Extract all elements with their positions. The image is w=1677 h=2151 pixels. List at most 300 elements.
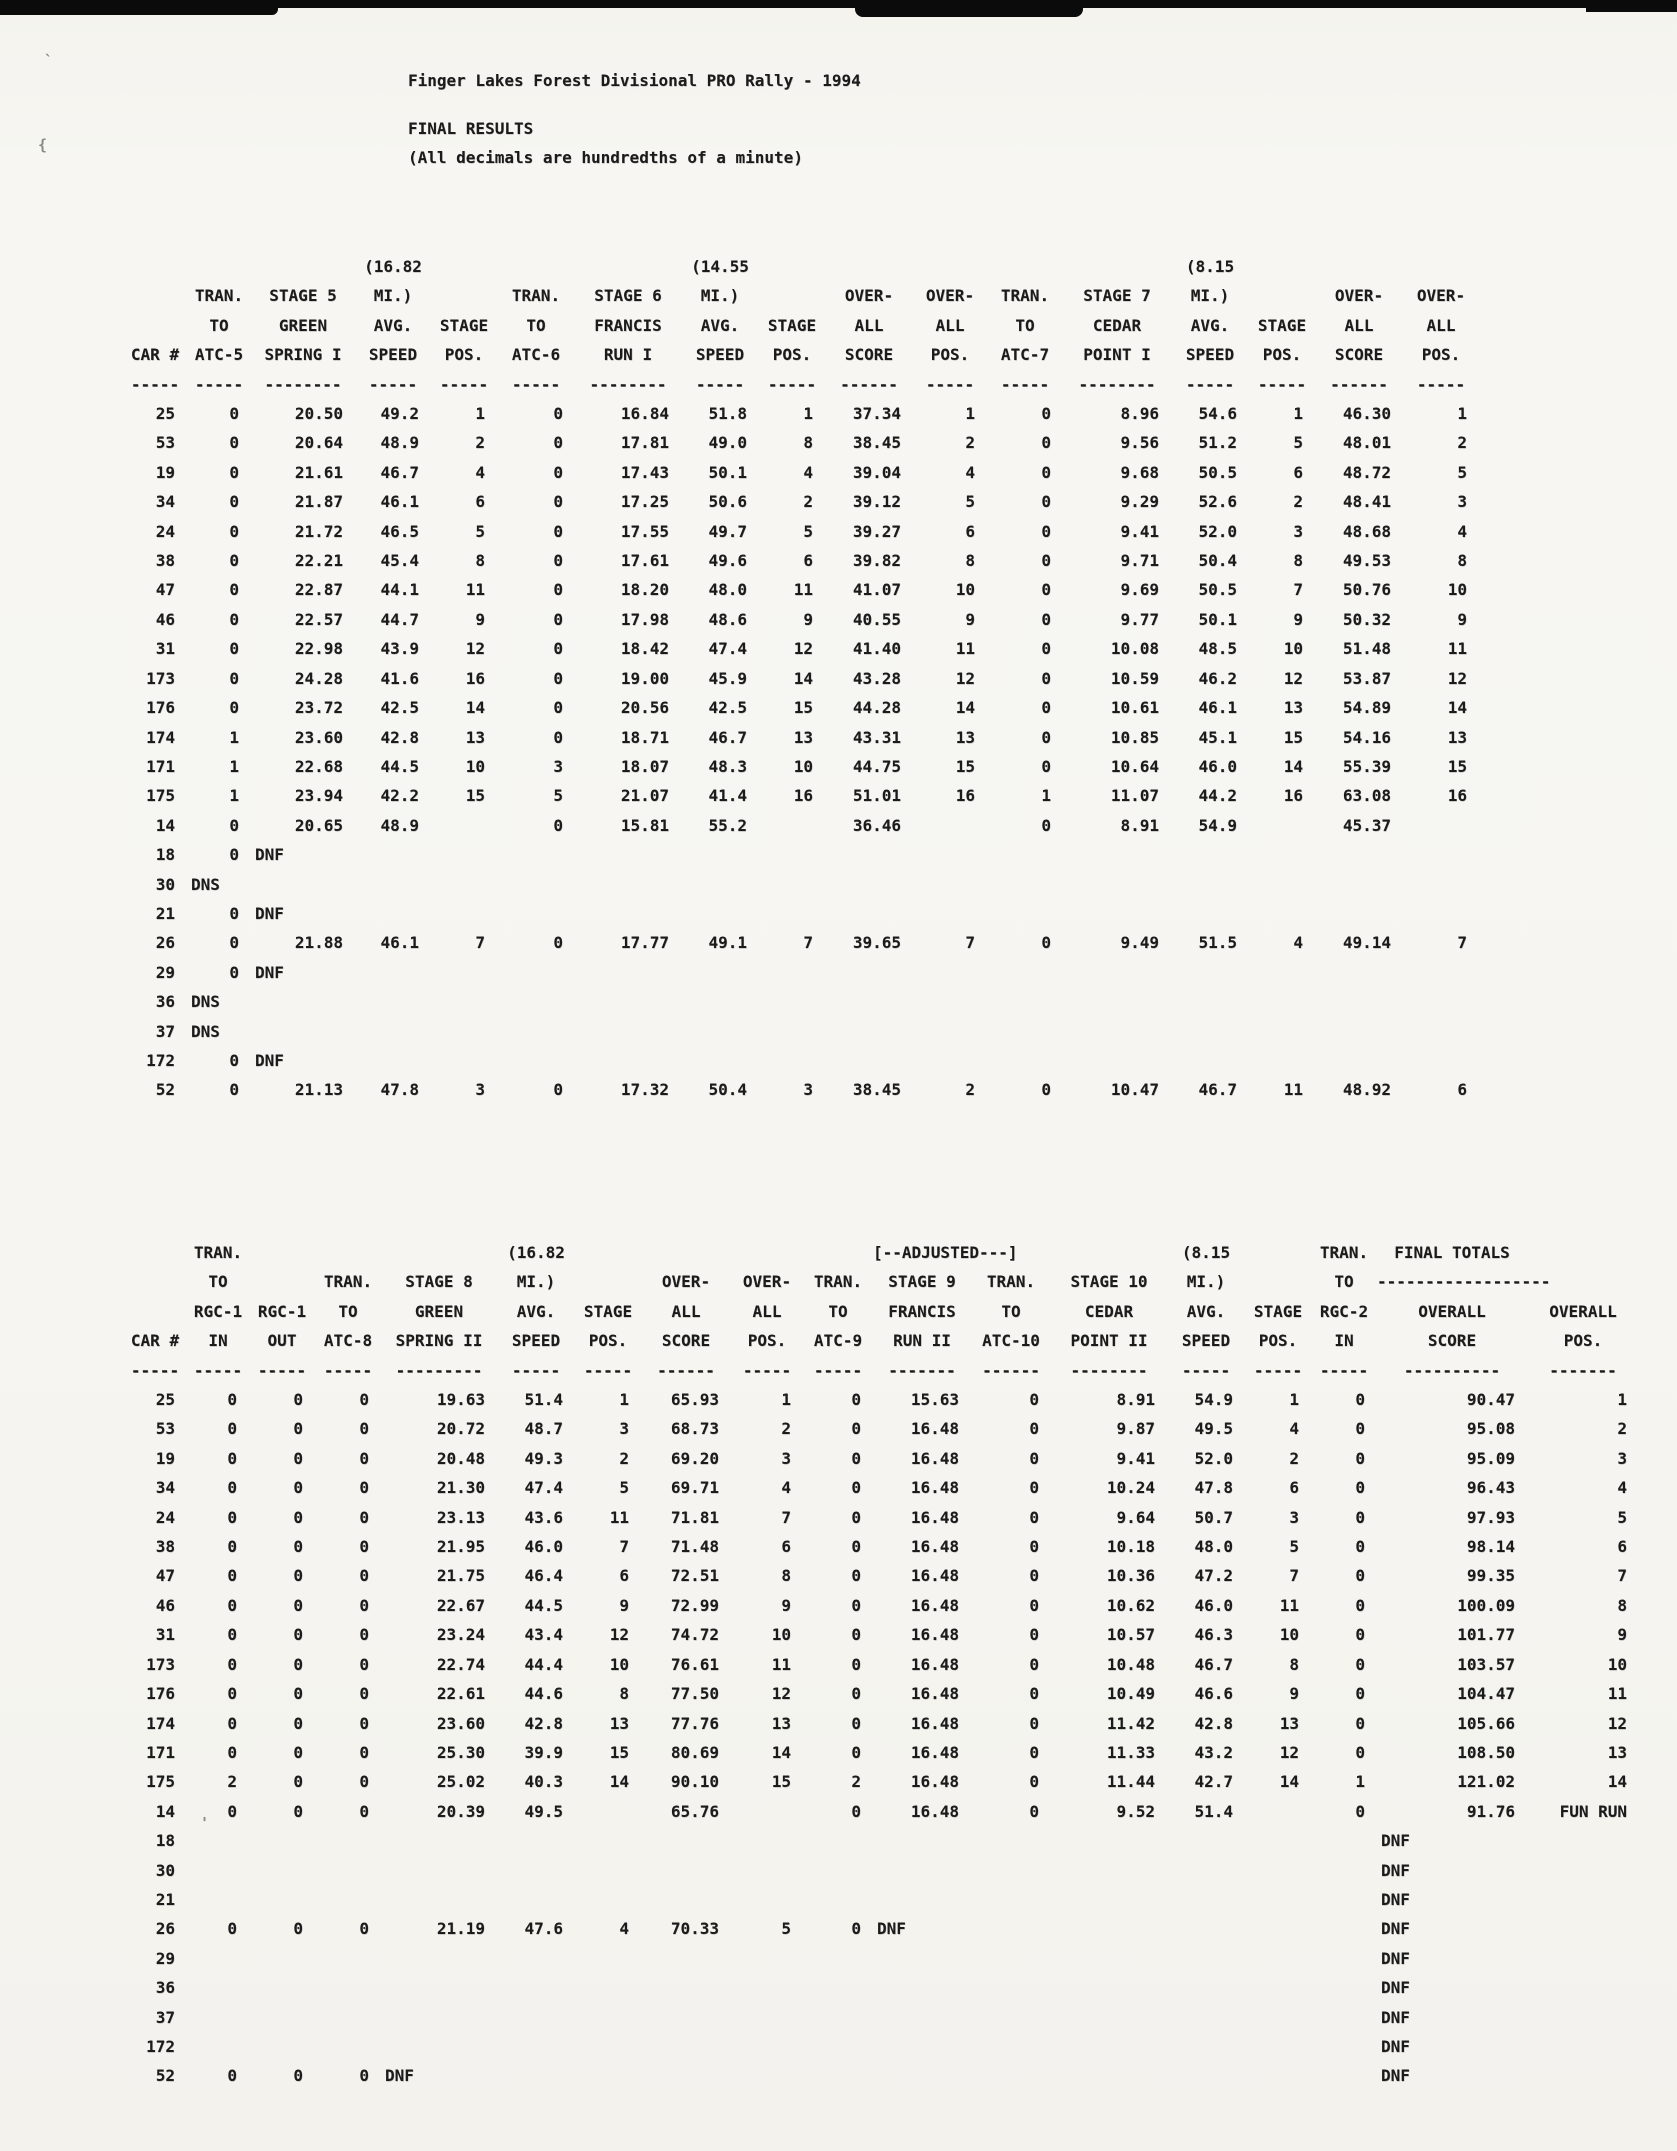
result-cell [1245,1914,1311,1943]
column-header-cell [1245,1267,1311,1296]
table-row [123,399,1479,428]
result-cell: 23.24 [436,1625,485,1645]
result-cell: 69.20 [670,1448,719,1468]
result-cell: 9.77 [1120,609,1159,629]
result-cell: 21.95 [436,1537,485,1557]
result-cell [1245,2032,1311,2061]
table-row [123,1826,1639,1855]
result-cell: 40.55 [852,609,901,629]
result-cell: 0 [1029,1566,1039,1586]
result-cell: 96.43 [1466,1478,1515,1498]
result-cell: 0 [851,1448,861,1468]
column-header-cell: SPEED [511,1331,561,1351]
result-cell: 15.63 [910,1390,959,1410]
result-cell: 20.39 [436,1801,485,1821]
result-cell: 29 [155,962,175,982]
result-cell: 0 [553,521,563,541]
result-cell: 24 [155,1507,175,1527]
result-cell: 0 [1355,1713,1365,1733]
result-cell: 37 [155,1021,175,1041]
result-cell: 0 [227,2066,237,2086]
result-cell: 14 [1283,756,1303,776]
column-header-cell: SPEED [695,345,745,365]
result-cell: 47 [155,1566,175,1586]
scan-artifact: { [38,136,48,154]
result-cell: 0 [227,1654,237,1674]
result-cell [1245,1826,1311,1855]
result-cell: 0 [1355,1684,1365,1704]
result-cell: 9 [1289,1684,1299,1704]
result-cell: 6 [1293,462,1303,482]
result-cell: 46.0 [1194,1595,1233,1615]
result-cell: 5 [553,786,563,806]
result-cell [803,2061,873,2090]
column-header-cell: TO [208,1272,228,1292]
result-cell: 5 [1289,1537,1299,1557]
result-cell: 20.48 [436,1448,485,1468]
result-cell: 44.5 [524,1595,563,1615]
result-cell: 0 [227,1713,237,1733]
result-cell [315,2003,381,2032]
column-header-cell: AVG. [1186,1301,1226,1321]
column-header-cell: POS. [930,345,970,365]
result-cell: 21.19 [436,1919,485,1939]
result-cell [497,1826,575,1855]
result-cell: 176 [146,698,175,718]
result-cell: 46.7 [708,727,747,747]
result-cell [1245,2003,1311,2032]
result-cell: 0 [1041,521,1051,541]
result-cell [987,1046,1063,1075]
result-cell [431,899,497,928]
column-header-cell: RUN I [603,345,653,365]
result-cell [987,1017,1063,1046]
result-cell [987,987,1063,1016]
column-header-cell: POS. [1262,345,1302,365]
result-cell [381,2003,497,2032]
column-header-cell: AVG. [516,1301,556,1321]
result-cell: 16 [793,786,813,806]
result-cell [355,1017,431,1046]
result-cell: 71.81 [670,1507,719,1527]
result-cell [355,987,431,1016]
result-cell [1311,1944,1377,1973]
result-cell [355,840,431,869]
result-cell [873,1944,971,1973]
result-cell: 76.61 [670,1654,719,1674]
result-cell: 36 [155,992,175,1012]
result-cell [913,987,987,1016]
result-cell: 0 [359,1654,369,1674]
column-header-cell: ALL [935,315,965,335]
column-header-cell: TRAN. [986,1272,1036,1292]
column-header-cell: RGC-1 [257,1301,307,1321]
result-cell [641,2032,731,2061]
result-cell: 0 [851,1713,861,1733]
result-cell: 17.98 [620,609,669,629]
table-row [123,1709,1639,1738]
result-cell: 0 [1029,1742,1039,1762]
result-cell: DNS [191,992,220,1012]
result-cell [913,1046,987,1075]
result-cell: 22.98 [294,639,343,659]
result-cell [731,1885,803,1914]
result-cell: 16.84 [620,404,669,424]
result-cell [575,958,681,987]
result-cell: 0 [1041,933,1051,953]
result-cell: 8 [781,1566,791,1586]
result-cell: 44.5 [380,756,419,776]
result-cell: 47.8 [380,1080,419,1100]
result-cell: 37.34 [852,404,901,424]
result-cell: DNF [877,1919,906,1939]
result-cell [1245,1797,1311,1826]
column-header-cell: SCORE [1427,1331,1477,1351]
result-cell: 18 [155,1831,175,1851]
result-cell: 0 [1029,1713,1039,1733]
result-cell: 0 [851,1566,861,1586]
result-cell: 25.30 [436,1742,485,1762]
result-cell [873,2003,971,2032]
column-header-cell: [--ADJUSTED---] [873,1243,1018,1262]
column-header-cell: FRANCIS [888,1301,956,1321]
result-cell: 23.94 [294,786,343,806]
result-cell: 16.48 [910,1537,959,1557]
result-cell: 53 [155,433,175,453]
result-cell: 2 [1293,492,1303,512]
result-cell: 14 [1447,698,1467,718]
header-underline-cell: ----- [368,374,418,394]
table-row [123,1046,1479,1075]
column-header-cell [123,1297,187,1326]
result-cell [315,1856,381,1885]
result-cell: 1 [229,756,239,776]
column-header-cell: OVER- [1416,286,1466,306]
result-cell: 1 [619,1390,629,1410]
result-cell: 10 [771,1625,791,1645]
result-cell: 0 [229,962,239,982]
result-cell: 7 [781,1507,791,1527]
result-cell: 38.45 [852,1080,901,1100]
result-cell: 22.21 [294,551,343,571]
result-cell [1171,1017,1249,1046]
result-cell: 10 [1607,1654,1627,1674]
result-cell: 0 [1029,1448,1039,1468]
result-cell [431,840,497,869]
column-header-cell [249,1267,315,1296]
result-cell: 13 [1447,727,1467,747]
result-cell [1527,1885,1639,1914]
result-cell [913,870,987,899]
column-header-cell: AVG. [700,315,740,335]
result-cell: 9.87 [1116,1419,1155,1439]
result-cell: 0 [553,639,563,659]
result-cell [381,1885,497,1914]
result-cell: 0 [293,1566,303,1586]
result-cell: 48.0 [708,580,747,600]
header-row [123,311,1479,340]
result-cell: 0 [553,492,563,512]
result-cell [825,899,913,928]
result-cell: 6 [1457,1080,1467,1100]
column-header-cell: (14.55 [691,257,749,276]
scan-artifact [0,0,278,15]
result-cell: 4 [1457,521,1467,541]
column-header-cell: STAGE 9 [888,1272,956,1292]
result-cell: 15 [1283,727,1303,747]
column-header-cell [1315,252,1403,281]
result-cell: 34 [155,1478,175,1498]
result-cell [641,1973,731,2002]
result-cell: 4 [803,462,813,482]
result-cell: 8.91 [1116,1390,1155,1410]
result-cell: 3 [1293,521,1303,541]
result-cell: 15 [465,786,485,806]
result-cell [681,1046,759,1075]
header-row [123,1238,1639,1267]
result-cell: 39.27 [852,521,901,541]
results-heading: FINAL RESULTS [408,119,534,138]
result-cell [987,958,1063,987]
result-cell: 14 [465,698,485,718]
column-header-cell: TRAN. [1000,286,1050,306]
column-header-cell: ATC-5 [194,345,244,365]
result-cell [1171,1046,1249,1075]
table-row [123,1620,1639,1649]
result-cell: 0 [229,433,239,453]
column-header-cell: ATC-9 [813,1331,863,1351]
result-cell [381,1973,497,2002]
result-cell: 20.50 [294,404,343,424]
result-cell: 39.12 [852,492,901,512]
result-cell: 23.13 [436,1507,485,1527]
column-header-cell: SCORE [844,345,894,365]
result-cell [187,1856,249,1885]
result-cell: DNF [255,1050,284,1070]
result-cell: 0 [1355,1507,1365,1527]
result-cell: 8 [475,551,485,571]
result-cell: 4 [1289,1419,1299,1439]
result-cell: 0 [293,1595,303,1615]
table-row [123,487,1479,516]
column-header-cell [251,252,355,281]
table-row [123,2003,1639,2032]
result-cell: 18.20 [620,580,669,600]
result-cell: 2 [1457,433,1467,453]
column-header-cell: AVG. [373,315,413,335]
result-cell: 9 [1617,1625,1627,1645]
column-header-cell [315,1238,381,1267]
result-cell: 0 [293,1537,303,1557]
result-cell: 42.2 [380,786,419,806]
result-cell: 52.0 [1198,521,1237,541]
result-cell: 4 [475,462,485,482]
result-cell: 21.07 [620,786,669,806]
result-cell [1051,2032,1167,2061]
result-cell: 13 [771,1713,791,1733]
result-cell [355,1046,431,1075]
result-cell: 0 [227,1507,237,1527]
result-cell: 10 [1283,639,1303,659]
result-cell: 0 [553,1080,563,1100]
result-cell: 3 [1617,1448,1627,1468]
result-cell: DNF [255,903,284,923]
column-header-cell: TO [828,1301,848,1321]
result-cell: 12 [955,668,975,688]
result-cell: 10.61 [1110,698,1159,718]
result-cell: 39.82 [852,551,901,571]
column-header-cell: OVER- [925,286,975,306]
column-header-cell [1403,252,1479,281]
result-cell: 9.49 [1120,933,1159,953]
result-cell [1403,958,1479,987]
result-cell [681,840,759,869]
result-cell: 0 [359,1801,369,1821]
result-cell [1051,1914,1167,1943]
table-row [123,1473,1639,1502]
result-cell [497,1885,575,1914]
result-cell [873,2032,971,2061]
scan-artifact [855,0,1083,17]
result-cell: 0 [293,1742,303,1762]
result-cell [987,840,1063,869]
result-cell: 10.49 [1106,1684,1155,1704]
table-row [123,1017,1479,1046]
result-cell: 80.69 [670,1742,719,1762]
result-cell: 0 [229,609,239,629]
result-cell [1403,899,1479,928]
result-cell: 0 [1041,609,1051,629]
result-cell: 9 [1457,609,1467,629]
result-cell: 16.48 [910,1625,959,1645]
result-cell: 51.4 [524,1390,563,1410]
result-cell: 0 [293,1713,303,1733]
result-cell: 17.77 [620,933,669,953]
column-header-cell: RGC-2 [1319,1301,1369,1321]
result-cell [759,811,825,840]
result-cell [251,870,355,899]
result-cell: 42.5 [380,698,419,718]
result-cell: 0 [1029,1772,1039,1792]
result-cell [759,1017,825,1046]
result-cell [1051,1826,1167,1855]
result-cell: 0 [1041,668,1051,688]
result-cell [731,2061,803,2090]
result-cell: 16.48 [910,1713,959,1733]
result-cell: 0 [851,1507,861,1527]
table-row [123,546,1479,575]
result-cell: 16 [1283,786,1303,806]
result-cell [1249,1046,1315,1075]
result-cell [681,870,759,899]
header-underline-cell: ----- [767,374,817,394]
result-cell [641,1944,731,1973]
result-cell: 97.93 [1466,1507,1515,1527]
result-cell: 10.36 [1106,1566,1155,1586]
result-cell: 8.91 [1120,815,1159,835]
result-cell: 15 [609,1742,629,1762]
result-cell: 16.48 [910,1742,959,1762]
result-cell: 0 [359,1390,369,1410]
result-cell [1311,1973,1377,2002]
result-cell: 4 [619,1919,629,1939]
result-cell: 14 [1607,1772,1627,1792]
header-underline-cell: ------- [1549,1360,1617,1380]
result-cell: 54.89 [1342,698,1391,718]
result-cell: 11 [955,639,975,659]
result-cell: 52.6 [1198,492,1237,512]
result-cell: 26 [155,933,175,953]
result-cell: 49.14 [1342,933,1391,953]
column-header-cell: ALL [752,1301,782,1321]
result-cell: 1 [1041,786,1051,806]
result-cell: 0 [227,1801,237,1821]
result-cell: 49.5 [524,1801,563,1821]
header-underline-cell: -------- [589,374,667,394]
column-header-cell: OVER- [1334,286,1384,306]
result-cell: 13 [955,727,975,747]
column-header-cell: STAGE [767,315,817,335]
result-cell: 13 [1283,698,1303,718]
result-cell [873,1826,971,1855]
result-cell: 38.45 [852,433,901,453]
table-row [123,958,1479,987]
result-cell: 22.61 [436,1684,485,1704]
result-cell: 0 [229,933,239,953]
result-cell: 52 [155,2066,175,2086]
result-cell: 9.68 [1120,462,1159,482]
header-underline-cell: ----- [1319,1360,1369,1380]
result-cell [315,1973,381,2002]
result-cell [1167,1944,1245,1973]
header-underline-cell: ----- [1416,374,1466,394]
result-cell: 14 [955,698,975,718]
result-cell: 51.4 [1194,1801,1233,1821]
result-cell: 21.61 [294,462,343,482]
result-cell: 0 [1355,1566,1365,1586]
header-row [123,281,1479,310]
result-cell: 0 [227,1566,237,1586]
result-cell: 46.0 [524,1537,563,1557]
result-cell: 0 [1041,551,1051,571]
result-cell: 17.55 [620,521,669,541]
result-cell: 10 [793,756,813,776]
result-cell: 44.28 [852,698,901,718]
result-cell: 0 [553,698,563,718]
result-cell: 25 [155,1390,175,1410]
result-cell: 34 [155,492,175,512]
result-cell: 3 [1457,492,1467,512]
result-cell: DNF [1381,1860,1410,1880]
result-cell: 7 [619,1537,629,1557]
result-cell: 0 [553,462,563,482]
result-cell: 10.57 [1106,1625,1155,1645]
result-cell: 6 [619,1566,629,1586]
result-cell [825,1017,913,1046]
result-cell [249,2003,315,2032]
result-cell: 0 [359,1742,369,1762]
result-cell [913,1017,987,1046]
result-cell: 17.61 [620,551,669,571]
result-cell: 5 [1617,1507,1627,1527]
column-header-cell [123,281,187,310]
result-cell [1249,958,1315,987]
result-cell: 14 [1279,1772,1299,1792]
result-cell [1315,1046,1403,1075]
column-header-cell: OVER- [844,286,894,306]
result-cell: 0 [1041,404,1051,424]
header-underline-cell: ----- [813,1360,863,1380]
